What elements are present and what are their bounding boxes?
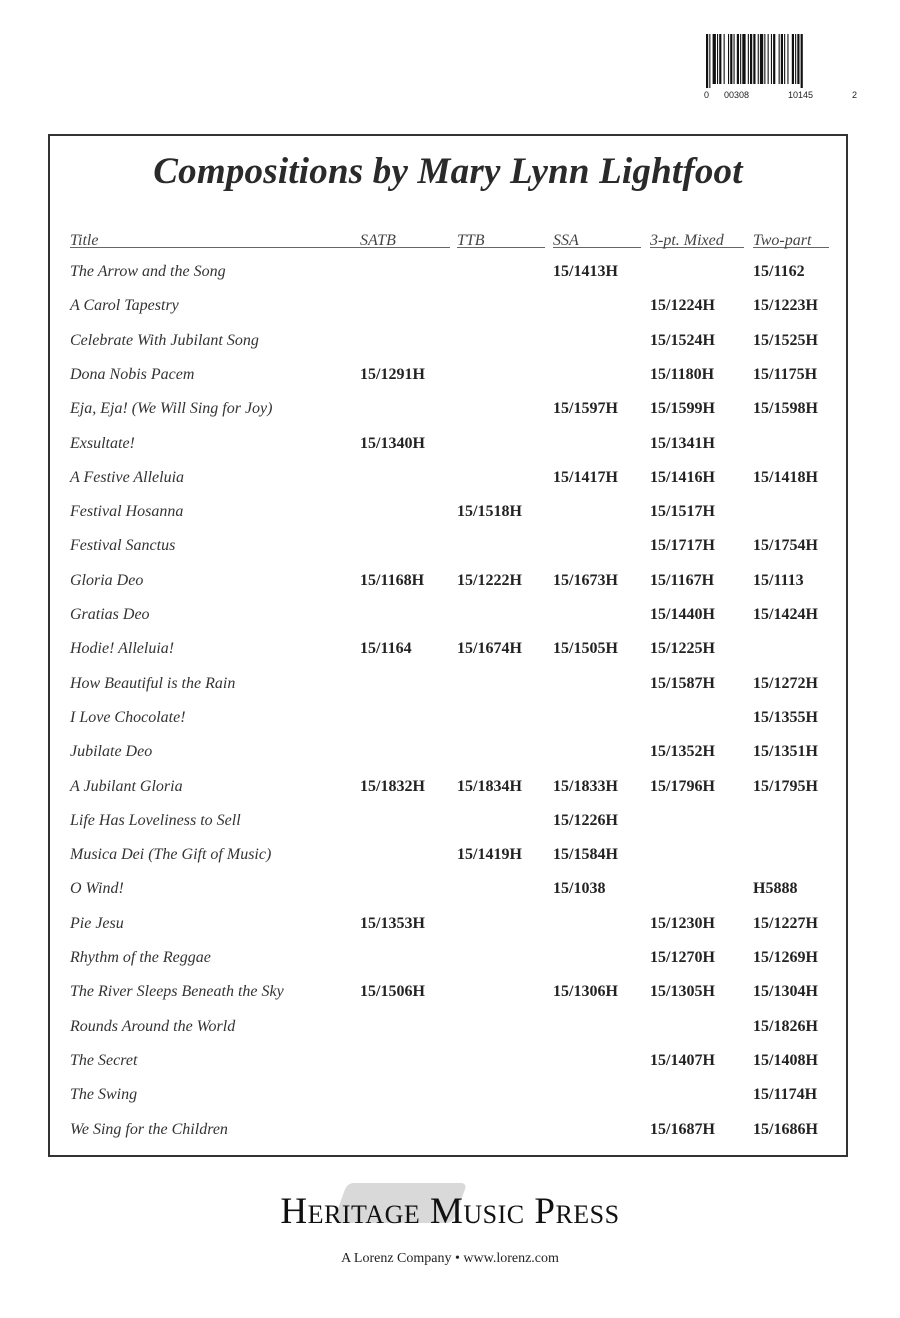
catalog-number-three: 15/1717H xyxy=(650,537,715,555)
barcode-digit-2: 00308 xyxy=(724,90,750,100)
table-row xyxy=(50,949,846,983)
catalog-number-ttb: 15/1222H xyxy=(457,571,522,589)
catalog-number-two: 15/1686H xyxy=(753,1120,818,1138)
catalog-number-satb: 15/1340H xyxy=(360,434,425,452)
catalog-number-two: 15/1304H xyxy=(753,983,818,1001)
header-two-part: Two-part xyxy=(753,232,829,250)
catalog-number-two: 15/1351H xyxy=(753,743,818,761)
catalog-number-two: 15/1525H xyxy=(753,331,818,349)
table-row xyxy=(50,812,846,846)
composition-title: Exsultate! xyxy=(70,434,135,452)
composition-title: O Wind! xyxy=(70,880,124,898)
publisher-tagline: A Lorenz Company • www.lorenz.com xyxy=(341,1251,559,1266)
catalog-number-ssa: 15/1584H xyxy=(553,846,618,864)
table-row xyxy=(50,469,846,503)
catalog-number-three: 15/1440H xyxy=(650,606,715,623)
catalog-number-three: 15/1687H xyxy=(650,1120,715,1138)
catalog-number-two: 15/1223H xyxy=(753,297,818,315)
header-ttb: TTB xyxy=(457,232,545,250)
catalog-number-satb: 15/1353H xyxy=(360,914,425,932)
composition-title: How Beautiful is the Rain xyxy=(70,674,236,692)
table-row xyxy=(50,332,846,366)
table-row xyxy=(50,983,846,1017)
barcode-digit-4: 2 xyxy=(852,90,858,100)
catalog-number-ssa: 15/1673H xyxy=(553,571,618,589)
table-row xyxy=(50,263,846,297)
table-row xyxy=(50,297,846,331)
catalog-number-two: 15/1826H xyxy=(753,1017,818,1035)
catalog-number-three: 15/1230H xyxy=(650,914,715,932)
catalog-number-ssa: 15/1038 xyxy=(553,880,606,898)
catalog-number-two: H5888 xyxy=(753,880,798,898)
composition-title: The Swing xyxy=(70,1086,138,1104)
catalog-number-three: 15/1225H xyxy=(650,640,715,658)
catalog-number-three: 15/1224H xyxy=(650,297,715,315)
composition-title: Rounds Around the World xyxy=(70,1017,236,1035)
composition-title: Celebrate With Jubilant Song xyxy=(70,331,259,349)
catalog-number-three: 15/1407H xyxy=(650,1051,715,1069)
composition-title: Jubilate Deo xyxy=(70,743,153,761)
catalog-number-three: 15/1587H xyxy=(650,674,715,692)
catalog-number-satb: 15/1506H xyxy=(360,983,425,1001)
composition-title: Gratias Deo xyxy=(70,606,150,623)
catalog-number-ssa: 15/1505H xyxy=(553,640,618,658)
catalog-number-two: 15/1355H xyxy=(753,708,818,726)
table-row xyxy=(50,1121,846,1155)
composition-title: A Festive Alleluia xyxy=(70,468,185,486)
catalog-number-satb: 15/1164 xyxy=(360,640,412,658)
header-satb: SATB xyxy=(360,232,450,250)
table-row xyxy=(50,606,846,640)
catalog-number-three: 15/1341H xyxy=(650,434,715,452)
catalog-number-two: 15/1272H xyxy=(753,674,818,692)
composition-title: Eja, Eja! (We Will Sing for Joy) xyxy=(70,400,273,418)
catalog-number-three: 15/1524H xyxy=(650,331,715,349)
catalog-number-ssa: 15/1417H xyxy=(553,468,618,486)
composition-title: A Jubilant Gloria xyxy=(70,777,183,795)
table-row xyxy=(50,435,846,469)
catalog-number-three: 15/1180H xyxy=(650,365,715,383)
composition-title: We Sing for the Children xyxy=(70,1120,228,1138)
table-row xyxy=(50,1086,846,1120)
table-row xyxy=(50,503,846,537)
table-row xyxy=(50,572,846,606)
table-row xyxy=(50,743,846,777)
composition-title: Life Has Loveliness to Sell xyxy=(70,811,241,829)
composition-title: A Carol Tapestry xyxy=(70,297,179,315)
catalog-number-two: 15/1162 xyxy=(753,263,805,280)
composition-title: The Arrow and the Song xyxy=(70,263,226,280)
composition-title: The River Sleeps Beneath the Sky xyxy=(70,983,284,1001)
catalog-number-ttb: 15/1674H xyxy=(457,640,522,658)
catalog-number-ssa: 15/1833H xyxy=(553,777,618,795)
catalog-number-three: 15/1796H xyxy=(650,777,715,795)
barcode-digits xyxy=(704,90,860,102)
catalog-number-ssa: 15/1226H xyxy=(553,811,618,829)
page-title: Compositions by Mary Lynn Lightfoot xyxy=(153,151,743,192)
catalog-number-ttb: 15/1419H xyxy=(457,846,522,864)
catalog-number-satb: 15/1291H xyxy=(360,365,425,383)
composition-title: Gloria Deo xyxy=(70,571,144,589)
catalog-number-three: 15/1167H xyxy=(650,571,715,589)
catalog-number-two: 15/1418H xyxy=(753,468,818,486)
header-title: Title xyxy=(70,232,360,250)
catalog-number-satb: 15/1168H xyxy=(360,571,425,589)
catalog-number-two: 15/1174H xyxy=(753,1086,818,1104)
catalog-number-two: 15/1424H xyxy=(753,606,818,623)
catalog-number-ttb: 15/1834H xyxy=(457,777,522,795)
composition-title: Hodie! Alleluia! xyxy=(70,640,175,658)
table-row xyxy=(50,1052,846,1086)
table-row xyxy=(50,640,846,674)
catalog-number-two: 15/1598H xyxy=(753,400,818,418)
table-row xyxy=(50,846,846,880)
table-row xyxy=(50,709,846,743)
composition-title: Festival Hosanna xyxy=(70,503,184,521)
compositions-panel xyxy=(48,134,848,1157)
barcode-digit-3: 10145 xyxy=(788,90,814,100)
composition-title: I Love Chocolate! xyxy=(70,708,186,726)
table-row xyxy=(50,915,846,949)
composition-title: Pie Jesu xyxy=(70,914,124,932)
catalog-number-three: 15/1416H xyxy=(650,468,715,486)
table-row xyxy=(50,1018,846,1052)
catalog-number-two: 15/1175H xyxy=(753,365,818,383)
catalog-number-satb: 15/1832H xyxy=(360,777,425,795)
catalog-number-three: 15/1599H xyxy=(650,400,715,418)
composition-title: The Secret xyxy=(70,1051,138,1069)
barcode xyxy=(704,34,860,104)
header-ssa: SSA xyxy=(553,232,641,250)
catalog-number-two: 15/1754H xyxy=(753,537,818,555)
catalog-number-two: 15/1269H xyxy=(753,949,818,966)
composition-title: Musica Dei (The Gift of Music) xyxy=(70,846,272,864)
barcode-bars xyxy=(704,34,860,88)
composition-title: Dona Nobis Pacem xyxy=(70,365,195,383)
catalog-number-ssa: 15/1597H xyxy=(553,400,618,418)
table-row xyxy=(50,675,846,709)
catalog-number-ssa: 15/1306H xyxy=(553,983,618,1001)
catalog-number-three: 15/1352H xyxy=(650,743,715,761)
catalog-number-two: 15/1795H xyxy=(753,777,818,795)
table-row xyxy=(50,880,846,914)
composition-title: Rhythm of the Reggae xyxy=(70,949,211,966)
catalog-number-three: 15/1517H xyxy=(650,503,715,521)
publisher-name: Heritage Music Press xyxy=(280,1191,620,1232)
catalog-number-ttb: 15/1518H xyxy=(457,503,522,521)
table-row xyxy=(50,400,846,434)
header-3pt-mixed: 3-pt. Mixed xyxy=(650,232,744,250)
catalog-number-ssa: 15/1413H xyxy=(553,263,618,280)
catalog-number-three: 15/1305H xyxy=(650,983,715,1001)
table-row xyxy=(50,366,846,400)
barcode-digit-1: 0 xyxy=(704,90,710,100)
composition-title: Festival Sanctus xyxy=(70,537,176,555)
table-row xyxy=(50,778,846,812)
catalog-number-three: 15/1270H xyxy=(650,949,715,966)
catalog-number-two: 15/1227H xyxy=(753,914,818,932)
catalog-number-two: 15/1408H xyxy=(753,1051,818,1069)
table-row xyxy=(50,537,846,571)
catalog-number-two: 15/1113 xyxy=(753,571,804,589)
